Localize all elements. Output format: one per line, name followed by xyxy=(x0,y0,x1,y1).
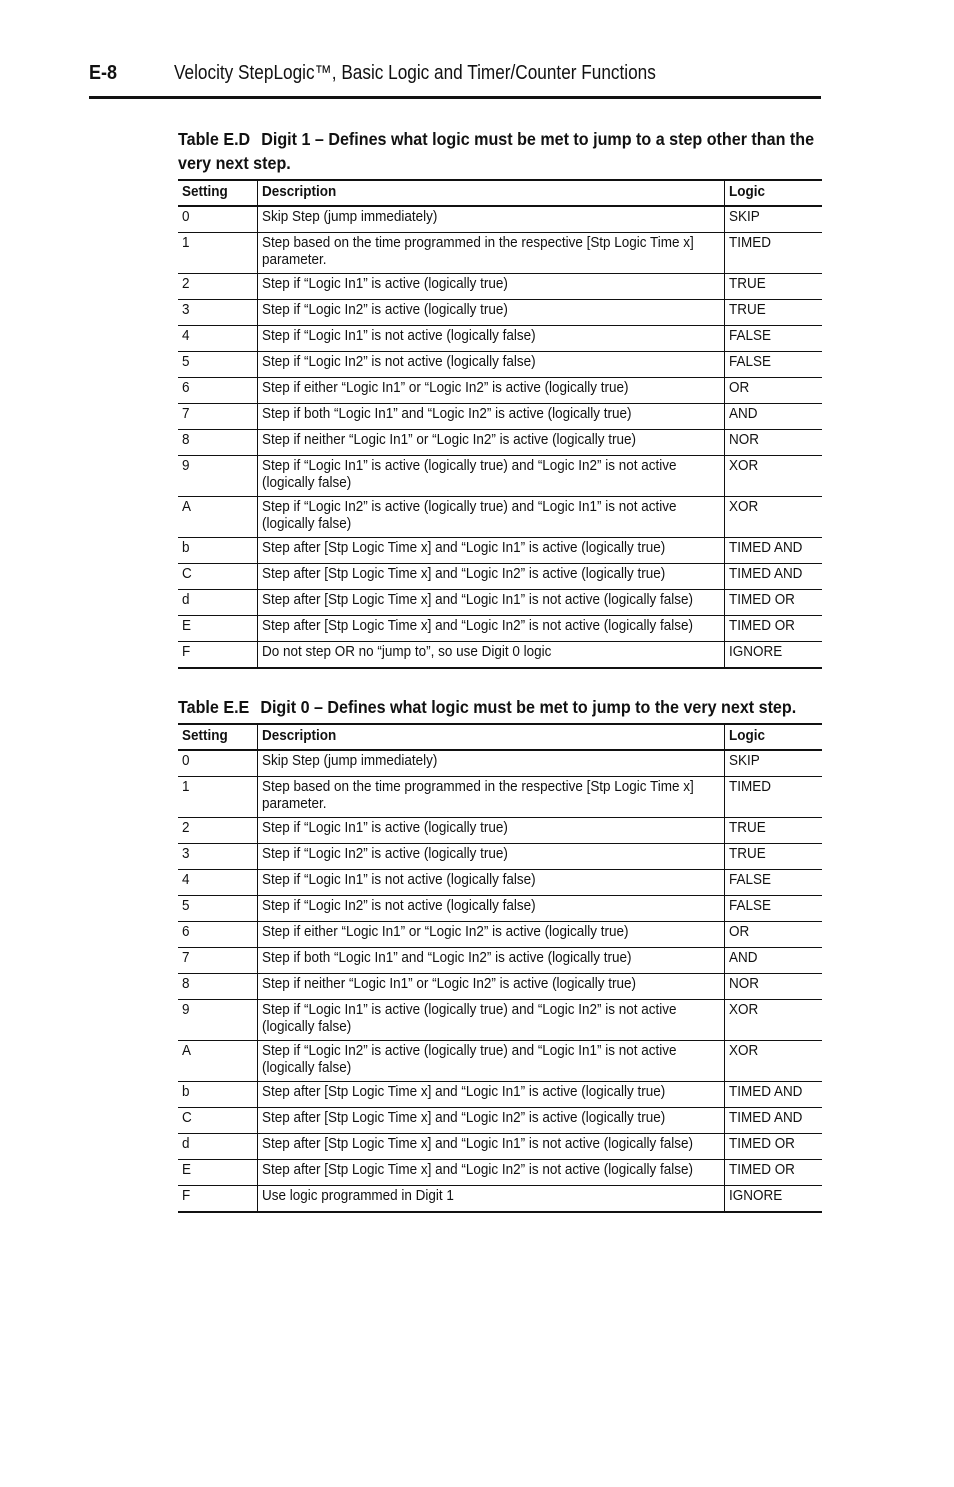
description-cell: Skip Step (jump immediately) xyxy=(257,206,724,233)
setting-cell: 5 xyxy=(178,352,257,378)
table-header-row xyxy=(178,180,822,206)
table-label: Table E.D xyxy=(178,129,251,149)
column-header-logic: Logic xyxy=(724,180,822,206)
logic-cell: FALSE xyxy=(724,896,822,922)
table-row xyxy=(178,818,822,844)
description-cell: Step if “Logic In2” is active (logically true) and “Logic In1” is not active (logically false) xyxy=(257,1041,724,1082)
logic-cell: XOR xyxy=(724,497,822,538)
setting-cell: A xyxy=(178,1041,257,1082)
table-row xyxy=(178,1134,822,1160)
table-row xyxy=(178,538,822,564)
table-row xyxy=(178,1108,822,1134)
setting-cell: d xyxy=(178,590,257,616)
description-cell: Step if “Logic In2” is active (logically true) xyxy=(257,300,724,326)
logic-cell: OR xyxy=(724,378,822,404)
description-cell: Use logic programmed in Digit 1 xyxy=(257,1186,724,1213)
description-cell: Step after [Stp Logic Time x] and “Logic In2” is not active (logically false) xyxy=(257,1160,724,1186)
column-header-description: Description xyxy=(257,180,724,206)
logic-cell: TIMED xyxy=(724,777,822,818)
table-caption xyxy=(178,695,822,719)
page-title: Velocity StepLogic™, Basic Logic and Timer/Counter Functions xyxy=(174,62,656,84)
table-header-row xyxy=(178,724,822,750)
table-caption xyxy=(178,127,822,175)
setting-cell: b xyxy=(178,538,257,564)
table-row xyxy=(178,870,822,896)
setting-cell: 6 xyxy=(178,378,257,404)
description-cell: Step if neither “Logic In1” or “Logic In2” is active (logically true) xyxy=(257,974,724,1000)
setting-cell: F xyxy=(178,642,257,669)
description-cell: Step if “Logic In2” is active (logically true) xyxy=(257,844,724,870)
column-header-setting: Setting xyxy=(178,724,257,750)
setting-cell: 2 xyxy=(178,818,257,844)
column-header-setting: Setting xyxy=(178,180,257,206)
setting-cell: 0 xyxy=(178,206,257,233)
setting-cell: C xyxy=(178,1108,257,1134)
setting-cell: E xyxy=(178,1160,257,1186)
table-label: Table E.E xyxy=(178,697,250,717)
logic-cell: NOR xyxy=(724,430,822,456)
table-row xyxy=(178,750,822,777)
setting-cell: E xyxy=(178,616,257,642)
logic-cell: TIMED OR xyxy=(724,590,822,616)
setting-cell: d xyxy=(178,1134,257,1160)
logic-cell: TRUE xyxy=(724,300,822,326)
column-header-description: Description xyxy=(257,724,724,750)
table-row xyxy=(178,642,822,669)
logic-cell: SKIP xyxy=(724,206,822,233)
logic-cell: FALSE xyxy=(724,326,822,352)
setting-cell: 7 xyxy=(178,404,257,430)
table-row xyxy=(178,564,822,590)
table-row xyxy=(178,844,822,870)
setting-cell: 3 xyxy=(178,300,257,326)
table-row xyxy=(178,616,822,642)
setting-cell: 9 xyxy=(178,456,257,497)
description-cell: Step after [Stp Logic Time x] and “Logic In2” is active (logically true) xyxy=(257,564,724,590)
logic-cell: XOR xyxy=(724,1000,822,1041)
table-row xyxy=(178,326,822,352)
setting-cell: F xyxy=(178,1186,257,1213)
logic-cell: TIMED AND xyxy=(724,1108,822,1134)
description-cell: Step after [Stp Logic Time x] and “Logic In1” is active (logically true) xyxy=(257,1082,724,1108)
description-cell: Step if either “Logic In1” or “Logic In2” is active (logically true) xyxy=(257,378,724,404)
logic-cell: TIMED OR xyxy=(724,616,822,642)
logic-cell: TIMED xyxy=(724,233,822,274)
table-row xyxy=(178,233,822,274)
table-row xyxy=(178,352,822,378)
setting-cell: 5 xyxy=(178,896,257,922)
table-row xyxy=(178,404,822,430)
table-row xyxy=(178,206,822,233)
table-row xyxy=(178,1186,822,1213)
description-cell: Step after [Stp Logic Time x] and “Logic In1” is not active (logically false) xyxy=(257,1134,724,1160)
logic-cell: TIMED AND xyxy=(724,538,822,564)
description-cell: Skip Step (jump immediately) xyxy=(257,750,724,777)
setting-cell: 8 xyxy=(178,974,257,1000)
logic-cell: FALSE xyxy=(724,870,822,896)
logic-cell: XOR xyxy=(724,456,822,497)
setting-cell: 1 xyxy=(178,233,257,274)
logic-table xyxy=(178,179,822,669)
logic-cell: IGNORE xyxy=(724,1186,822,1213)
logic-cell: TIMED AND xyxy=(724,1082,822,1108)
table-row xyxy=(178,1041,822,1082)
setting-cell: 6 xyxy=(178,922,257,948)
setting-cell: 1 xyxy=(178,777,257,818)
description-cell: Step if “Logic In2” is not active (logically false) xyxy=(257,352,724,378)
description-cell: Step if “Logic In2” is not active (logically false) xyxy=(257,896,724,922)
setting-cell: 9 xyxy=(178,1000,257,1041)
setting-cell: 7 xyxy=(178,948,257,974)
table-row xyxy=(178,378,822,404)
description-cell: Step if “Logic In1” is active (logically true) and “Logic In2” is not active (logically false) xyxy=(257,1000,724,1041)
description-cell: Step if “Logic In1” is not active (logically false) xyxy=(257,326,724,352)
table-row xyxy=(178,777,822,818)
description-cell: Step if “Logic In1” is active (logically true) xyxy=(257,818,724,844)
logic-cell: AND xyxy=(724,948,822,974)
table-caption-text: Digit 1 – Defines what logic must be met to jump to a step other than the very next step. xyxy=(178,129,815,173)
logic-cell: TRUE xyxy=(724,818,822,844)
setting-cell: A xyxy=(178,497,257,538)
description-cell: Step if either “Logic In1” or “Logic In2” is active (logically true) xyxy=(257,922,724,948)
logic-cell: IGNORE xyxy=(724,642,822,669)
logic-cell: TIMED AND xyxy=(724,564,822,590)
table-row xyxy=(178,948,822,974)
setting-cell: 4 xyxy=(178,326,257,352)
table-row xyxy=(178,896,822,922)
description-cell: Step if “Logic In2” is active (logically true) and “Logic In1” is not active (logically false) xyxy=(257,497,724,538)
description-cell: Step if both “Logic In1” and “Logic In2” is active (logically true) xyxy=(257,948,724,974)
logic-cell: SKIP xyxy=(724,750,822,777)
table-row xyxy=(178,1000,822,1041)
logic-cell: TIMED OR xyxy=(724,1160,822,1186)
page-number: E-8 xyxy=(89,62,118,84)
column-header-logic: Logic xyxy=(724,724,822,750)
description-cell: Do not step OR no “jump to”, so use Digit 0 logic xyxy=(257,642,724,669)
table-row xyxy=(178,497,822,538)
logic-cell: TRUE xyxy=(724,844,822,870)
table-row xyxy=(178,1160,822,1186)
description-cell: Step if “Logic In1” is active (logically true) xyxy=(257,274,724,300)
table-row xyxy=(178,274,822,300)
setting-cell: 8 xyxy=(178,430,257,456)
table-row xyxy=(178,456,822,497)
table-e-d xyxy=(178,127,822,669)
setting-cell: 0 xyxy=(178,750,257,777)
setting-cell: 4 xyxy=(178,870,257,896)
logic-cell: OR xyxy=(724,922,822,948)
table-body xyxy=(178,750,822,1212)
logic-cell: NOR xyxy=(724,974,822,1000)
table-row xyxy=(178,974,822,1000)
logic-cell: FALSE xyxy=(724,352,822,378)
table-row xyxy=(178,590,822,616)
logic-cell: AND xyxy=(724,404,822,430)
logic-cell: TRUE xyxy=(724,274,822,300)
description-cell: Step after [Stp Logic Time x] and “Logic In1” is active (logically true) xyxy=(257,538,724,564)
table-row xyxy=(178,430,822,456)
table-e-e xyxy=(178,695,822,1213)
description-cell: Step based on the time programmed in the respective [Stp Logic Time x] parameter. xyxy=(257,777,724,818)
description-cell: Step based on the time programmed in the respective [Stp Logic Time x] parameter. xyxy=(257,233,724,274)
description-cell: Step after [Stp Logic Time x] and “Logic In1” is not active (logically false) xyxy=(257,590,724,616)
logic-table xyxy=(178,723,822,1213)
page-header xyxy=(89,58,821,99)
logic-cell: TIMED OR xyxy=(724,1134,822,1160)
table-body xyxy=(178,206,822,668)
setting-cell: 2 xyxy=(178,274,257,300)
setting-cell: 3 xyxy=(178,844,257,870)
description-cell: Step if neither “Logic In1” or “Logic In2” is active (logically true) xyxy=(257,430,724,456)
description-cell: Step after [Stp Logic Time x] and “Logic In2” is not active (logically false) xyxy=(257,616,724,642)
description-cell: Step after [Stp Logic Time x] and “Logic In2” is active (logically true) xyxy=(257,1108,724,1134)
description-cell: Step if “Logic In1” is not active (logically false) xyxy=(257,870,724,896)
table-row xyxy=(178,300,822,326)
table-caption-text: Digit 0 – Defines what logic must be met to jump to the very next step. xyxy=(260,697,797,717)
table-row xyxy=(178,922,822,948)
setting-cell: C xyxy=(178,564,257,590)
description-cell: Step if both “Logic In1” and “Logic In2” is active (logically true) xyxy=(257,404,724,430)
logic-cell: XOR xyxy=(724,1041,822,1082)
setting-cell: b xyxy=(178,1082,257,1108)
description-cell: Step if “Logic In1” is active (logically true) and “Logic In2” is not active (logically false) xyxy=(257,456,724,497)
table-row xyxy=(178,1082,822,1108)
